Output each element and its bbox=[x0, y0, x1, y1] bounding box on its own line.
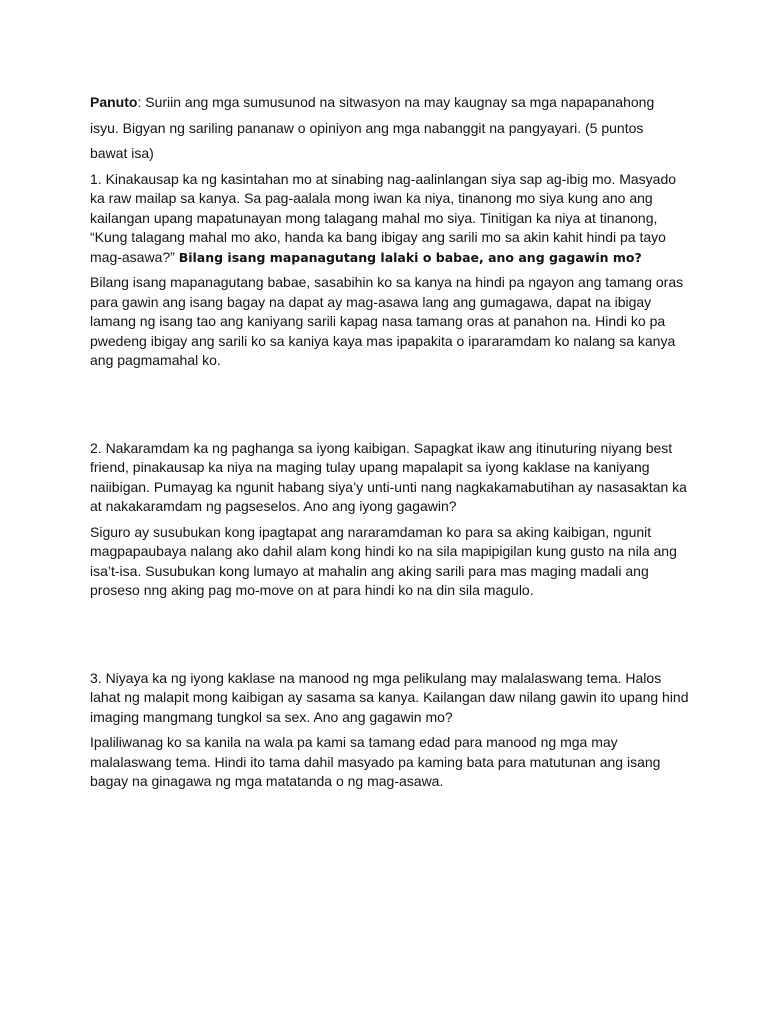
instructions-line-3: bawat isa) bbox=[90, 145, 154, 161]
worksheet-body bbox=[90, 93, 690, 798]
answer-2: Siguro ay susubukan kong ipagtapat ang nararamdaman ko para sa aking kaibigan, ngunit magpapaubaya nalang ako dahil alam kong hindi ko na sila mapipigilan kung gusto na nila ang isa’t-isa. Susubukan kong lumayo at mahalin ang aking sarili para mas maging madali ang proseso nng aking pag mo-move on at para hindi ko na din sila magulo. bbox=[90, 523, 677, 598]
question-1-text: 1. Kinakausap ka ng kasintahan mo at sinabing nag-aalinlangan siya sap ag-ibig mo. Masyado ka raw mailap sa kanya. Sa pag-aalala mong iwan ka niya, tinanong mo siya kung ano ang kailangan upang mapatunayan mong talagang mahal mo siya. Tinitigan ka niya at tinanong, “Kung talagang mahal mo ako, handa ka bang ibigay ang sarili mo sa akin kahit hindi pa tayo mag-asawa?” bbox=[90, 170, 677, 265]
question-3: 3. Niyaya ka ng iyong kaklase na manood ng mga pelikulang may malalaswang tema. Halos lahat ng malapit mong kaibigan ay sasama sa kanya. Kailangan daw nilang gawin ito upang hind imaging mangmang tungkol sa sex. Ano ang gagawin mo? bbox=[90, 669, 689, 725]
spacer bbox=[90, 607, 690, 669]
instructions-line-2: isyu. Bigyan ng sariling pananaw o opiniyon ang mga nabanggit na pangyayari. (5 puntos bbox=[90, 119, 644, 136]
instructions-line-1 bbox=[90, 93, 690, 113]
answer-3: Ipaliliwanag ko sa kanila na wala pa kami sa tamang edad para manood ng mga may malalaswang tema. Hindi ito tama dahil masyado pa kaming bata para matutunan ang isang bagay na ginagawa ng mga matatanda o ng mag-asawa. bbox=[90, 734, 661, 789]
answer-1: Bilang isang mapanagutang babae, sasabihin ko sa kanya na hindi pa ngayon ang tamang oras para gawin ang isang bagay na dapat ay mag-asawa lang ang gumagawa, dapat na ibigay lamang ng isang tao ang kaniyang sarili kapag nasa tamang oras at panahon na. Hindi ko pa pwedeng ibigay ang sarili ko sa kaniya kaya mas ipapakita o ipararamdam ko nalang sa kanya ang pagmamahal ko. bbox=[90, 274, 684, 368]
question-1-prompt: Bilang isang mapanagutang lalaki o babae, ano ang gagawin mo? bbox=[178, 249, 642, 265]
spacer bbox=[90, 377, 690, 439]
instructions-text-1: : Suriin ang mga sumusunod na sitwasyon na may kaugnay sa mga napapanahong bbox=[137, 94, 655, 110]
question-2: 2. Nakaramdam ka ng paghanga sa iyong kaibigan. Sapagkat ikaw ang itinuturing niyang best friend, pinakausap ka niya na maging tulay upang mapalapit sa iyong kaklase na kaniyang naiibigan. Pumayag ka ngunit habang siya’y unti-unti nang nagkakamabutihan ay nasasaktan ka at nakakaramdam ng pagseselos. Ano ang iyong gagawin? bbox=[90, 439, 687, 514]
question-1 bbox=[90, 170, 690, 268]
instructions-label: Panuto bbox=[90, 94, 138, 110]
